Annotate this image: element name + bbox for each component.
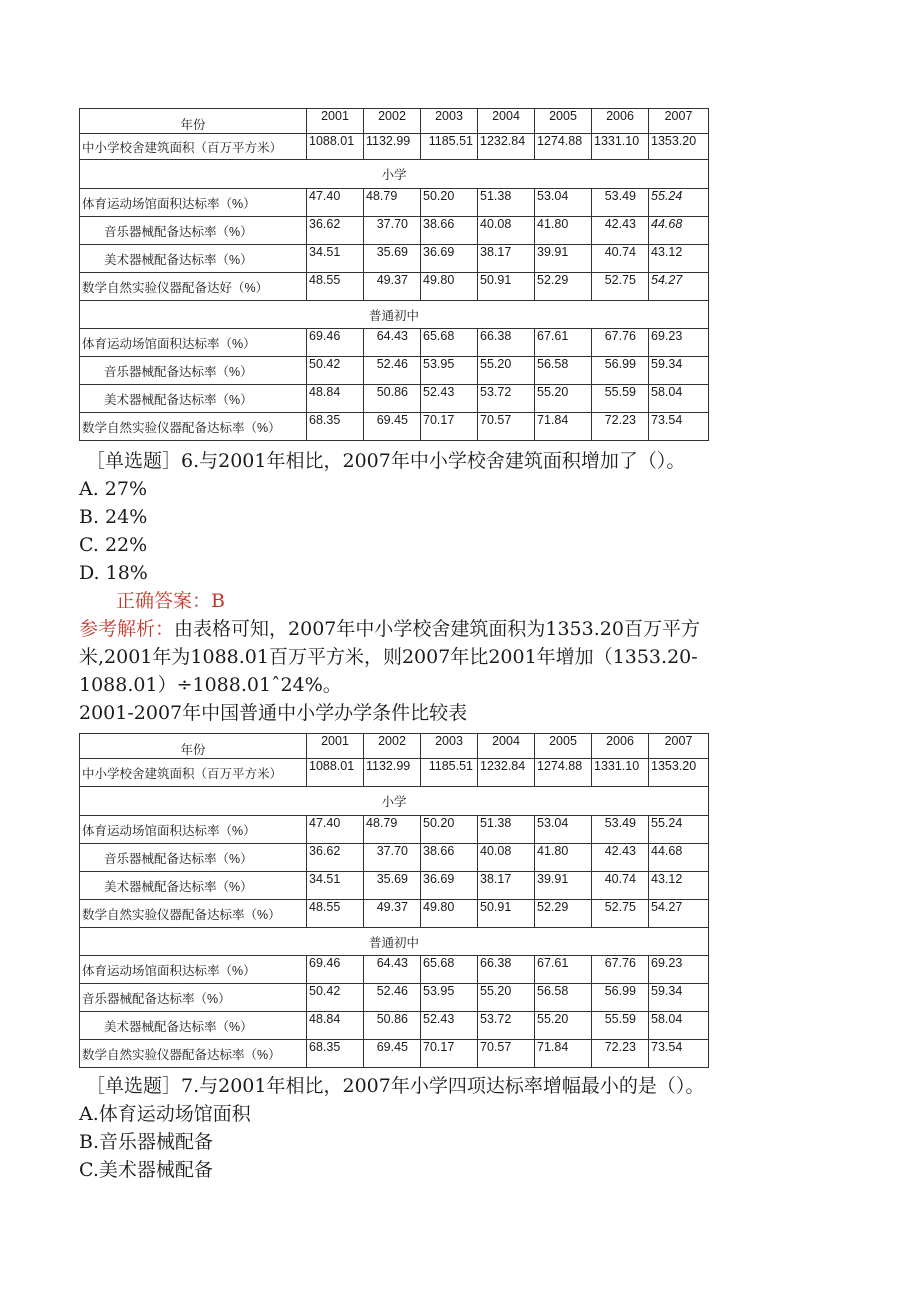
section-title: 小学	[80, 787, 709, 816]
value-cell: 41.80	[535, 844, 592, 872]
year-cell: 2003	[421, 109, 478, 134]
value-cell: 67.76	[592, 329, 649, 357]
row-label: 美术器械配备达标率（%）	[80, 385, 307, 413]
value-cell: 53.49	[592, 189, 649, 217]
year-cell: 2001	[307, 109, 364, 134]
value-cell: 1132.99	[364, 759, 421, 787]
value-cell: 1232.84	[478, 759, 535, 787]
value-cell: 70.57	[478, 1040, 535, 1068]
value-cell: 54.27	[649, 900, 709, 928]
value-cell: 50.91	[478, 900, 535, 928]
value-cell: 55.24	[649, 816, 709, 844]
option-c[interactable]: C.美术器械配备	[79, 1159, 213, 1181]
value-cell: 1132.99	[364, 134, 421, 160]
value-cell: 49.37	[364, 273, 421, 301]
table-row	[80, 134, 709, 160]
year-cell: 2007	[649, 109, 709, 134]
value-cell: 48.55	[307, 900, 364, 928]
year-cell: 2003	[421, 734, 478, 759]
row-label: 美术器械配备达标率（%）	[80, 245, 307, 273]
value-cell: 35.69	[364, 245, 421, 273]
value-cell: 50.86	[364, 385, 421, 413]
value-cell: 51.38	[478, 189, 535, 217]
value-cell: 64.43	[364, 329, 421, 357]
value-cell: 70.17	[421, 1040, 478, 1068]
value-cell: 47.40	[307, 816, 364, 844]
option-d[interactable]: D. 18%	[79, 562, 148, 584]
value-cell: 34.51	[307, 245, 364, 273]
value-cell: 43.12	[649, 245, 709, 273]
value-cell: 52.75	[592, 273, 649, 301]
table-row	[80, 217, 709, 245]
value-cell: 1274.88	[535, 759, 592, 787]
value-cell: 58.04	[649, 1012, 709, 1040]
value-cell: 66.38	[478, 956, 535, 984]
year-cell: 2004	[478, 109, 535, 134]
section-title: 普通初中	[80, 928, 709, 956]
value-cell: 43.12	[649, 872, 709, 900]
year-cell: 2002	[364, 109, 421, 134]
value-cell: 53.04	[535, 816, 592, 844]
value-cell: 1232.84	[478, 134, 535, 160]
value-cell: 36.69	[421, 872, 478, 900]
row-label: 数学自然实验仪器配备达好（%）	[80, 273, 307, 301]
header-row	[80, 109, 709, 134]
value-cell: 53.95	[421, 357, 478, 385]
explanation-line-2: 米,2001年为1088.01百万平方米，则2007年比2001年增加（1353.20-	[79, 646, 698, 668]
header-label: 年份	[80, 734, 307, 759]
value-cell: 37.70	[364, 217, 421, 245]
question-7-text: ［单选题］7.与2001年相比，2007年小学四项达标率增幅最小的是（）。	[86, 1075, 705, 1097]
value-cell: 59.34	[649, 984, 709, 1012]
value-cell: 52.29	[535, 273, 592, 301]
value-cell: 1331.10	[592, 759, 649, 787]
value-cell: 55.20	[478, 357, 535, 385]
value-cell: 49.80	[421, 900, 478, 928]
value-cell: 68.35	[307, 413, 364, 441]
data-table-2	[79, 733, 709, 1068]
year-cell: 2004	[478, 734, 535, 759]
option-b[interactable]: B. 24%	[79, 506, 148, 528]
value-cell: 1353.20	[649, 134, 709, 160]
table-row	[80, 1040, 709, 1068]
year-cell: 2007	[649, 734, 709, 759]
year-cell: 2001	[307, 734, 364, 759]
value-cell: 38.17	[478, 245, 535, 273]
value-cell: 56.99	[592, 984, 649, 1012]
value-cell: 51.38	[478, 816, 535, 844]
value-cell: 58.04	[649, 385, 709, 413]
value-cell: 49.80	[421, 273, 478, 301]
value-cell: 49.37	[364, 900, 421, 928]
value-cell: 1185.51	[421, 134, 478, 160]
value-cell: 55.59	[592, 385, 649, 413]
section-row	[80, 787, 709, 816]
value-cell: 69.46	[307, 956, 364, 984]
table-row	[80, 956, 709, 984]
value-cell: 40.74	[592, 245, 649, 273]
option-c[interactable]: C. 22%	[79, 534, 148, 556]
value-cell: 48.84	[307, 385, 364, 413]
value-cell: 69.23	[649, 329, 709, 357]
value-cell: 40.08	[478, 217, 535, 245]
value-cell: 53.49	[592, 816, 649, 844]
value-cell: 53.72	[478, 385, 535, 413]
row-label: 体育运动场馆面积达标率（%）	[80, 956, 307, 984]
value-cell: 38.66	[421, 844, 478, 872]
table-row	[80, 872, 709, 900]
table-row	[80, 759, 709, 787]
section-row	[80, 301, 709, 329]
value-cell: 65.68	[421, 956, 478, 984]
value-cell: 42.43	[592, 844, 649, 872]
value-cell: 53.95	[421, 984, 478, 1012]
value-cell: 39.91	[535, 245, 592, 273]
value-cell: 69.45	[364, 1040, 421, 1068]
table-row	[80, 357, 709, 385]
section-row	[80, 160, 709, 189]
value-cell: 36.62	[307, 217, 364, 245]
value-cell: 50.42	[307, 357, 364, 385]
value-cell: 52.29	[535, 900, 592, 928]
value-cell: 40.74	[592, 872, 649, 900]
value-cell: 50.42	[307, 984, 364, 1012]
value-cell: 56.58	[535, 357, 592, 385]
value-cell: 1088.01	[307, 134, 364, 160]
value-cell: 52.75	[592, 900, 649, 928]
row-label: 中小学校舍建筑面积（百万平方米）	[80, 759, 307, 787]
row-label: 数学自然实验仪器配备达标率（%）	[80, 900, 307, 928]
value-cell: 1331.10	[592, 134, 649, 160]
table-row	[80, 816, 709, 844]
row-label: 数学自然实验仪器配备达标率（%）	[80, 1040, 307, 1068]
table-row	[80, 273, 709, 301]
table-row	[80, 900, 709, 928]
header-row	[80, 734, 709, 759]
value-cell: 56.99	[592, 357, 649, 385]
value-cell: 41.80	[535, 217, 592, 245]
explanation-line-1	[79, 616, 700, 642]
value-cell: 72.23	[592, 1040, 649, 1068]
table-row	[80, 329, 709, 357]
value-cell: 52.43	[421, 385, 478, 413]
value-cell: 69.46	[307, 329, 364, 357]
value-cell: 53.04	[535, 189, 592, 217]
value-cell: 71.84	[535, 413, 592, 441]
value-cell: 70.57	[478, 413, 535, 441]
value-cell: 48.55	[307, 273, 364, 301]
value-cell: 35.69	[364, 872, 421, 900]
question-6-text: ［单选题］6.与2001年相比，2007年中小学校舍建筑面积增加了（）。	[86, 450, 686, 472]
value-cell: 55.20	[478, 984, 535, 1012]
value-cell: 56.58	[535, 984, 592, 1012]
row-label: 中小学校舍建筑面积（百万平方米）	[80, 134, 307, 160]
value-cell: 73.54	[649, 1040, 709, 1068]
value-cell: 50.86	[364, 1012, 421, 1040]
value-cell: 69.23	[649, 956, 709, 984]
value-cell: 52.46	[364, 357, 421, 385]
value-cell: 65.68	[421, 329, 478, 357]
value-cell: 36.62	[307, 844, 364, 872]
table-row	[80, 984, 709, 1012]
value-cell: 73.54	[649, 413, 709, 441]
explanation-text: 由表格可知，2007年中小学校舍建筑面积为1353.20百万平方	[174, 618, 700, 640]
section-title: 小学	[80, 160, 709, 189]
value-cell: 1088.01	[307, 759, 364, 787]
table-row	[80, 189, 709, 217]
row-label: 音乐器械配备达标率（%）	[80, 984, 307, 1012]
value-cell: 36.69	[421, 245, 478, 273]
value-cell: 48.79	[364, 189, 421, 217]
value-cell: 69.45	[364, 413, 421, 441]
value-cell: 68.35	[307, 1040, 364, 1068]
year-cell: 2005	[535, 734, 592, 759]
value-cell: 55.20	[535, 1012, 592, 1040]
year-cell: 2006	[592, 109, 649, 134]
year-cell: 2006	[592, 734, 649, 759]
value-cell: 47.40	[307, 189, 364, 217]
row-label: 体育运动场馆面积达标率（%）	[80, 189, 307, 217]
option-a[interactable]: A.体育运动场馆面积	[79, 1103, 251, 1125]
table-row	[80, 413, 709, 441]
option-a[interactable]: A. 27%	[79, 478, 148, 500]
value-cell: 40.08	[478, 844, 535, 872]
value-cell: 52.43	[421, 1012, 478, 1040]
option-b[interactable]: B.音乐器械配备	[79, 1131, 214, 1153]
value-cell: 34.51	[307, 872, 364, 900]
table-row	[80, 245, 709, 273]
value-cell: 64.43	[364, 956, 421, 984]
row-label: 美术器械配备达标率（%）	[80, 1012, 307, 1040]
row-label: 音乐器械配备达标率（%）	[80, 217, 307, 245]
value-cell: 67.76	[592, 956, 649, 984]
row-label: 音乐器械配备达标率（%）	[80, 844, 307, 872]
value-cell: 66.38	[478, 329, 535, 357]
value-cell: 54.27	[649, 273, 709, 301]
data-table-1	[79, 108, 709, 441]
value-cell: 55.59	[592, 1012, 649, 1040]
value-cell: 50.20	[421, 189, 478, 217]
value-cell: 38.17	[478, 872, 535, 900]
value-cell: 72.23	[592, 413, 649, 441]
value-cell: 38.66	[421, 217, 478, 245]
header-label: 年份	[80, 109, 307, 134]
value-cell: 50.20	[421, 816, 478, 844]
year-cell: 2005	[535, 109, 592, 134]
year-cell: 2002	[364, 734, 421, 759]
row-label: 体育运动场馆面积达标率（%）	[80, 816, 307, 844]
explanation-line-3: 1088.01）÷1088.01ˆ24%。	[79, 674, 342, 696]
value-cell: 1353.20	[649, 759, 709, 787]
row-label: 美术器械配备达标率（%）	[80, 872, 307, 900]
value-cell: 71.84	[535, 1040, 592, 1068]
section-row	[80, 928, 709, 956]
explanation-label: 参考解析：	[79, 618, 175, 640]
value-cell: 55.24	[649, 189, 709, 217]
row-label: 数学自然实验仪器配备达标率（%）	[80, 413, 307, 441]
value-cell: 1185.51	[421, 759, 478, 787]
row-label: 体育运动场馆面积达标率（%）	[80, 329, 307, 357]
value-cell: 48.84	[307, 1012, 364, 1040]
value-cell: 1274.88	[535, 134, 592, 160]
value-cell: 42.43	[592, 217, 649, 245]
value-cell: 67.61	[535, 956, 592, 984]
value-cell: 39.91	[535, 872, 592, 900]
table-row	[80, 844, 709, 872]
row-label: 音乐器械配备达标率（%）	[80, 357, 307, 385]
correct-answer: 正确答案：B	[116, 590, 225, 612]
value-cell: 52.46	[364, 984, 421, 1012]
table-row	[80, 1012, 709, 1040]
value-cell: 44.68	[649, 844, 709, 872]
table-title: 2001-2007年中国普通中小学办学条件比较表	[79, 702, 468, 724]
value-cell: 67.61	[535, 329, 592, 357]
value-cell: 59.34	[649, 357, 709, 385]
value-cell: 37.70	[364, 844, 421, 872]
value-cell: 44.68	[649, 217, 709, 245]
value-cell: 70.17	[421, 413, 478, 441]
section-title: 普通初中	[80, 301, 709, 329]
value-cell: 48.79	[364, 816, 421, 844]
value-cell: 53.72	[478, 1012, 535, 1040]
value-cell: 50.91	[478, 273, 535, 301]
table-row	[80, 385, 709, 413]
value-cell: 55.20	[535, 385, 592, 413]
